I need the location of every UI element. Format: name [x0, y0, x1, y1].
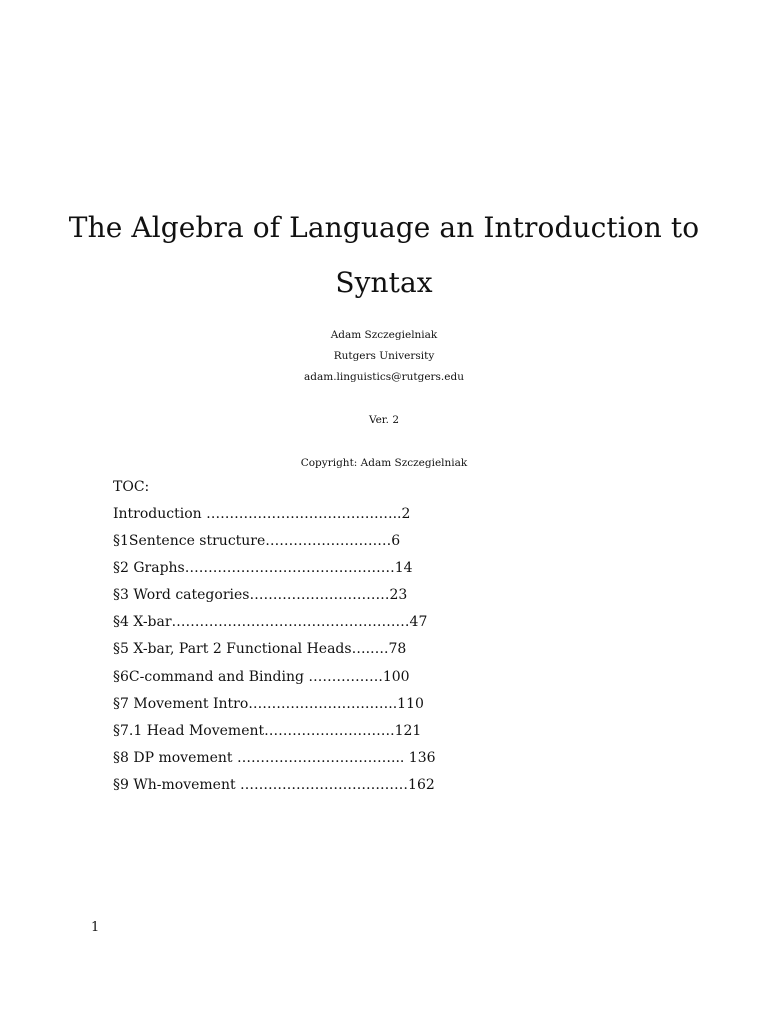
page-number: 1	[91, 920, 100, 935]
title-line-2: Syntax	[335, 266, 433, 299]
toc-item-c-command-binding: §6C-command and Binding …………….100	[113, 668, 410, 685]
author-name: Adam Szczegielniak	[330, 329, 438, 341]
author-email: adam.linguistics@rutgers.edu	[304, 371, 464, 383]
copyright-notice: Copyright: Adam Szczegielniak	[300, 457, 468, 469]
toc-heading: TOC:	[113, 479, 150, 495]
toc-item-sentence-structure: §1Sentence structure………………………6	[113, 533, 401, 550]
toc-item-dp-movement: §8 DP movement ……………………………... 136	[113, 749, 436, 766]
toc-item-x-bar: §4 X-bar……………………………………………47	[113, 614, 428, 631]
author-affiliation: Rutgers University	[333, 350, 435, 362]
toc-list	[113, 501, 713, 799]
title-line-1: The Algebra of Language an Introduction to	[68, 211, 700, 244]
toc-item-word-categories: §3 Word categories…………………………23	[113, 587, 408, 604]
toc-item-head-movement: §7.1 Head Movement……………………….121	[113, 722, 422, 739]
toc-item-wh-movement: §9 Wh-movement ………………………………162	[113, 776, 435, 793]
document-title	[60, 200, 708, 310]
toc-item-introduction: Introduction ……………………………….…..2	[113, 506, 411, 522]
toc-item-graphs: §2 Graphs………………………………………14	[113, 560, 413, 577]
table-of-contents	[113, 474, 713, 799]
version-label: Ver. 2	[368, 414, 400, 426]
toc-item-movement-intro: §7 Movement Intro…………………………..110	[113, 695, 424, 712]
toc-item-functional-heads: §5 X-bar, Part 2 Functional Heads….….78	[113, 641, 407, 658]
